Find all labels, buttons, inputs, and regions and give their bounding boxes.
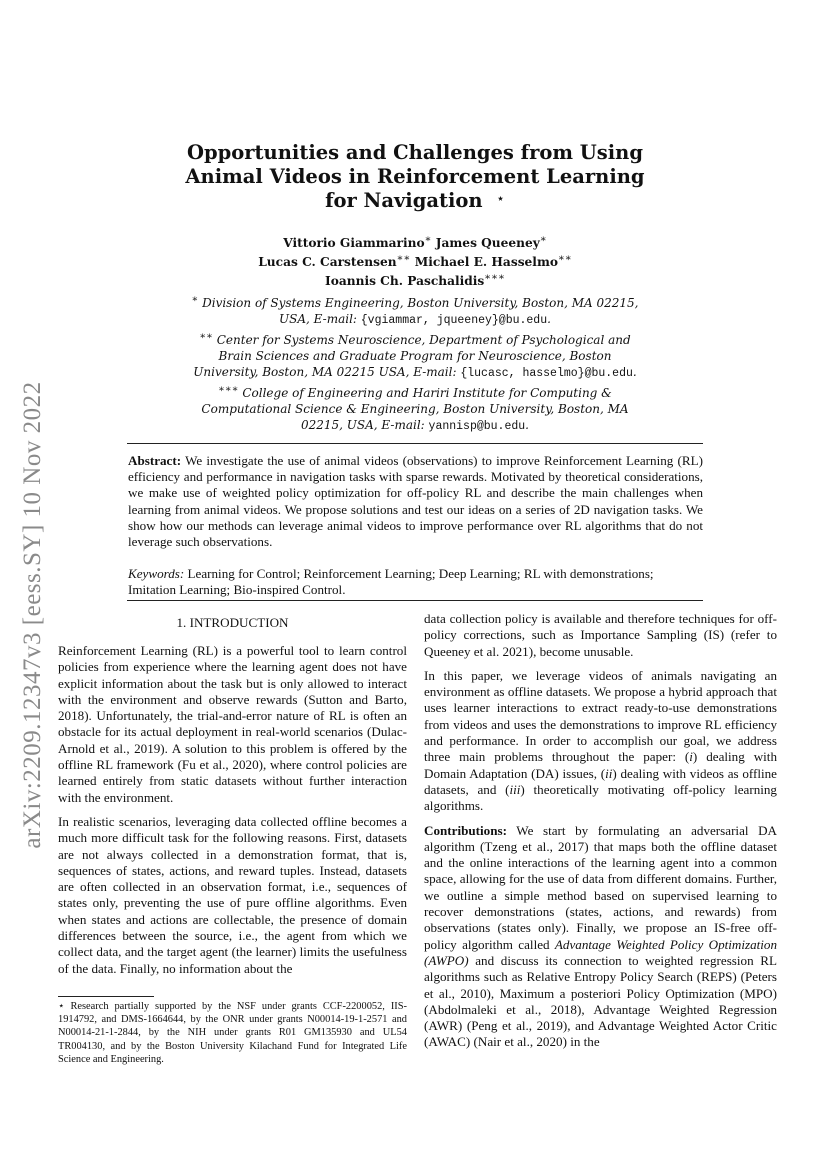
author-name: Lucas C. Carstensen [258,255,397,270]
author-name: Michael E. Hasselmo [414,255,558,270]
abstract [128,453,703,550]
title-footnote-mark: ⋆ [496,191,505,207]
abstract-top-rule [127,443,703,444]
author-name: James Queeney [435,236,540,251]
title-line-2: Animal Videos in Reinforcement Learning [185,165,645,188]
abstract-text: We investigate the use of animal videos (observations) to improve Reinforcement Learning (RL) efficiency and performance in navigation tasks with sparse rewards. Motivated by theoretical considerations, we make use of weighted policy optimization for off-policy RL and describe the main challenges when learning from animal videos. We propose solutions and test our ideas on a series of 2D navigation tasks. We show how our methods can leverage animal videos to improve performance over RL algorithms that do not leverage such observations. [128,453,703,550]
footnote-rule [58,996,154,997]
right-paragraph-2: In this paper, we leverage videos of animals navigating an environment as offline datasets. We propose a hybrid approach that uses learner interactions to extract ready-to-use demonstrations from videos and uses the demonstrations to improve RL efficiency and performance. In order to accomplish our goal, we address three main problems throughout the paper: (i) dealing with Domain Adaptation (DA) issues, (ii) dealing with videos as offline datasets, and (iii) theoretically motivating off-policy learning algorithms. [424,667,777,814]
affiliation-3: ∗∗∗ College of Engineering and Hariri Institute for Computing & Computational Science & Engineering, Boston University, Boston, MA 02215, USA, E-mail: yannisp@bu.edu. [201,384,629,433]
email: {lucasc, hasselmo}@bu.edu [460,367,633,380]
footnote-text: Research partially supported by the NSF under grants CCF-2200052, IIS-1914792, and DMS-1664644, by the ONR under grants N00014-19-1-2571 and N00014-21-1-2844, by the NIH under grants R01 GM135930 and UL54 TR004130, and by the Boston University Kilachand Fund for Integrated Life Science and Engineering. [58,1001,407,1065]
arxiv-sidebar-stamp [10,350,56,880]
left-column [58,643,407,985]
footnote-mark: ⋆ [58,1001,65,1012]
section-heading-introduction: 1. INTRODUCTION [176,615,289,630]
intro-paragraph-2: In realistic scenarios, leveraging data collected offline becomes a much more difficult task for the following reasons. First, datasets are not always collected in a demonstration format, that is, sequences of states, actions, and reward tuples. Instead, datasets are often collected in an observation format, i.e., sequences of states only, preventing the use of pure offline algorithms. Even when states and actions are collectable, the presence of domain differences between the source, i.e., the agent from which we collect data, and the target agent (the learner) limits the usefulness of the data. Finally, no information about the [58,813,407,976]
keywords-label: Keywords: [128,566,185,581]
author-name: Vittorio Giammarino [283,236,425,251]
author-list: Vittorio Giammarino∗ James Queeney∗ Lucas C. Carstensen∗∗ Michael E. Hasselmo∗∗ Ioannis Ch. Paschalidis∗∗∗ [258,234,572,289]
email: {vgiammar, jqueeney}@bu.edu [360,314,548,327]
right-column [424,611,777,1059]
keywords-text: Learning for Control; Reinforcement Learning; Deep Learning; RL with demonstrations; Imitation Learning; Bio-inspired Control. [128,566,654,598]
author-name: Ioannis Ch. Paschalidis [325,274,485,289]
contributions-label: Contributions: [424,822,507,838]
email: yannisp@bu.edu [428,420,526,433]
affiliation-1: ∗ Division of Systems Engineering, Boston University, Boston, MA 02215, USA, E-mail: {vgiammar, jqueeney}@bu.edu. [191,294,639,327]
affiliation-2: ∗∗ Center for Systems Neuroscience, Department of Psychological and Brain Sciences and Graduate Program for Neuroscience, Boston University, Boston, MA 02215 USA, E-mail: {lucasc, hasselmo}@bu.edu. [193,331,637,380]
right-paragraph-1: data collection policy is available and therefore techniques for off-policy corrections, such as Importance Sampling (IS) (refer to Queeney et al. 2021), become unusable. [424,611,777,659]
abstract-bottom-rule [127,600,703,601]
intro-paragraph-1: Reinforcement Learning (RL) is a powerful tool to learn control policies from experience where the learning agent does not have explicit information about the task but is only allowed to interact with the environment and observe rewards (Sutton and Barto, 2018). Unfortunately, the trial-and-error nature of RL is often an obstacle for its actual deployment in real-world scenarios (Dulac-Arnold et al., 2019). A solution to this problem is offered by the offline RL framework (Fu et al., 2020), where control policies are learned entirely from static datasets without further interaction with the environment. [58,643,407,805]
abstract-label: Abstract: [128,453,182,468]
awpo-name: Advantage Weighted Policy Optimization (AWPO) [424,936,777,968]
title-line-1: Opportunities and Challenges from Using [187,141,643,164]
right-paragraph-contributions: Contributions: We start by formulating an adversarial DA algorithm (Tzeng et al., 2017) that maps both the offline dataset and the online interactions of the learning agent into a common space, allowing for the use of data from different domains. Further, we outline a simple method based on supervised learning to recover demonstrations (states, actions, and rewards) from observations (states only). Finally, we propose an IS-free off-policy algorithm called Advantage Weighted Policy Optimization (AWPO) and discuss its connection to weighted regression RL algorithms such as Relative Entropy Policy Search (REPS) (Peters et al., 2010), Maximum a posteriori Policy Optimization (MPO) (Abdolmaleki et al., 2018), Advantage Weighted Regression (AWR) (Peng et al., 2019), and Advantage Weighted Actor Critic (AWAC) (Nair et al., 2020) in the [424,822,777,1050]
keywords [128,566,703,598]
affiliations [190,292,640,435]
arxiv-identifier: arXiv:2209.12347v3 [eess.SY] 10 Nov 2022 [19,381,46,849]
paper-title [160,141,670,213]
title-line-3: for Navigation ⋆ [325,189,505,212]
footnote [58,1000,407,1066]
